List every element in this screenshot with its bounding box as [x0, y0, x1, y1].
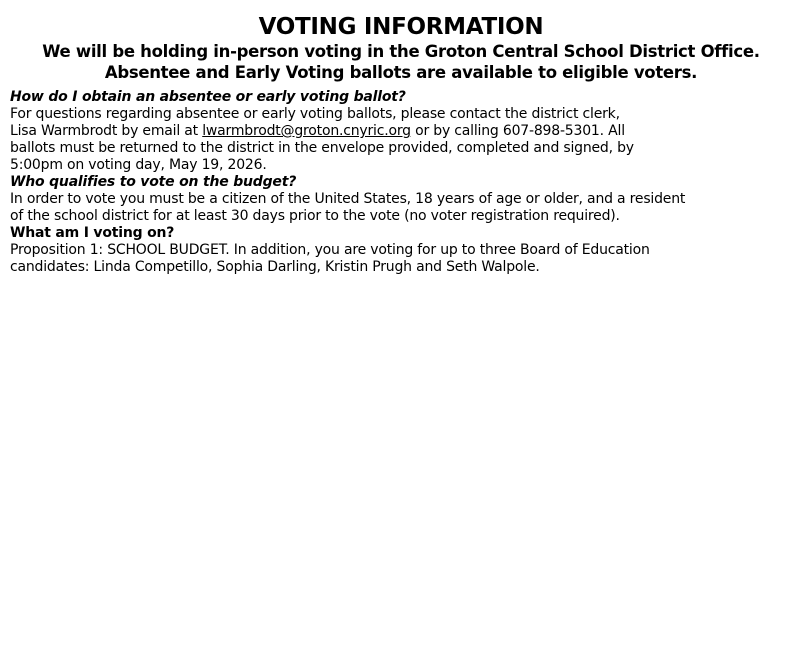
page-title: VOTING INFORMATION	[258, 14, 544, 40]
answer-absentee-line-4: 5:00pm on voting day, May 19, 2026.	[10, 157, 267, 173]
answer-qualifies	[10, 191, 792, 225]
answer-voting-on-line-1: Proposition 1: SCHOOL BUDGET. In addition, you are voting for up to three Board of Education	[10, 242, 650, 258]
section-voting-on	[10, 225, 792, 276]
answer-voting-on-line-2: candidates: Linda Competillo, Sophia Darling, Kristin Prugh and Seth Walpole.	[10, 259, 540, 275]
question-absentee: How do I obtain an absentee or early voting ballot?	[10, 89, 406, 105]
section-absentee	[10, 89, 792, 174]
question-qualifies: Who qualifies to vote on the budget?	[10, 174, 297, 190]
answer-absentee-line-1: For questions regarding absentee or early voting ballots, please contact the district clerk,	[10, 106, 620, 122]
answer-qualifies-line-2: of the school district for at least 30 days prior to the vote (no voter registration required).	[10, 208, 620, 224]
answer-absentee-line-3: ballots must be returned to the district in the envelope provided, completed and signed, by	[10, 140, 634, 156]
answer-absentee-line-2-start: Lisa Warmbrodt by email at	[10, 123, 203, 139]
answer-absentee-line-2	[10, 123, 792, 140]
subtitle-line-1: We will be holding in-person voting in the Groton Central School District Office.	[42, 42, 760, 61]
faq-sections	[10, 89, 792, 276]
subtitle-line-2: Absentee and Early Voting ballots are available to eligible voters.	[104, 63, 698, 82]
answer-voting-on	[10, 242, 792, 276]
answer-absentee-line-2-end: or by calling 607-898-5301. All	[410, 123, 625, 139]
answer-qualifies-line-1: In order to vote you must be a citizen of the United States, 18 years of age or older, and a resident	[10, 191, 686, 207]
section-qualifies	[10, 174, 792, 225]
clerk-email-link[interactable]: lwarmbrodt@groton.cnyric.org	[202, 123, 411, 139]
answer-absentee	[10, 106, 792, 174]
question-voting-on: What am I voting on?	[10, 225, 175, 241]
